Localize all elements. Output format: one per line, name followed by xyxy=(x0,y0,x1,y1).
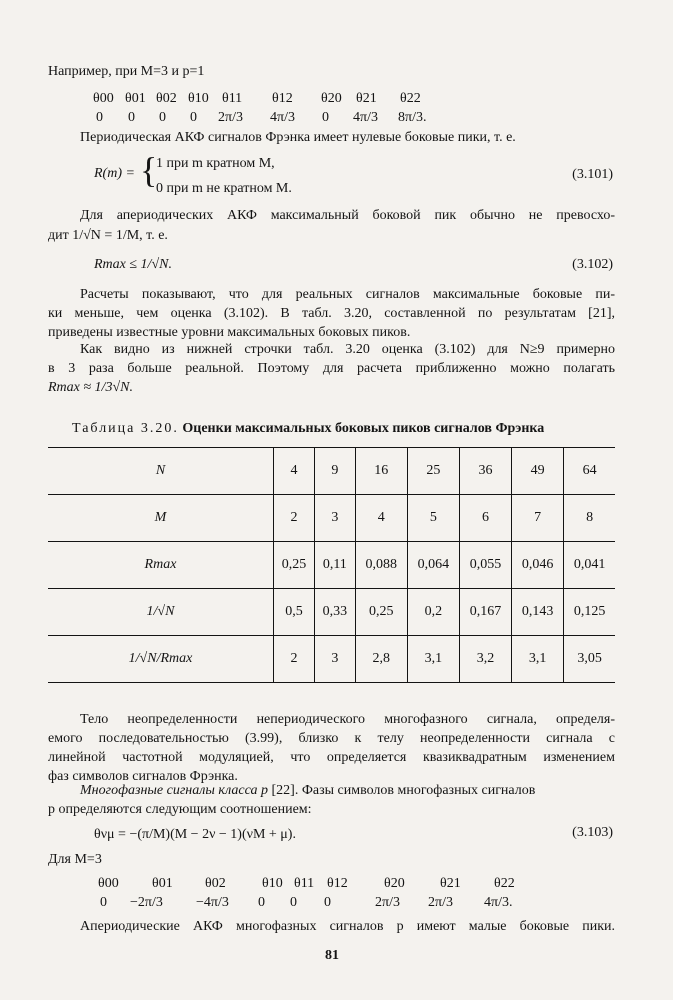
table-cell: 0,041 xyxy=(564,542,615,589)
table-row xyxy=(48,495,615,542)
theta-symbol: θ11 xyxy=(294,876,315,891)
theta-value: −4π/3 xyxy=(196,895,229,910)
page-number: 81 xyxy=(325,948,339,963)
theta-value: −2π/3 xyxy=(130,895,163,910)
theta-value: 0 xyxy=(159,110,166,125)
table-cell: 0,088 xyxy=(355,542,407,589)
intro-line: Например, при M=3 и p=1 xyxy=(48,64,205,79)
table-cell: 7 xyxy=(512,495,564,542)
table-caption-label: Таблица 3.20. xyxy=(72,421,179,436)
table-cell: 0,25 xyxy=(274,542,315,589)
theta-value: 0 xyxy=(258,895,265,910)
table-cell: 36 xyxy=(459,448,511,495)
table-cell: 16 xyxy=(355,448,407,495)
row-header: 1/√N/Rmax xyxy=(48,636,274,683)
table-cell: 0,33 xyxy=(314,589,355,636)
table-cell: 8 xyxy=(564,495,615,542)
row-header: N xyxy=(155,463,166,478)
equation-expr: θνμ = −(π/M)(M − 2ν − 1)(νM + μ). xyxy=(94,827,296,842)
table-cell: 3 xyxy=(314,495,355,542)
table-cell: 0,143 xyxy=(512,589,564,636)
for-m3-label: Для M=3 xyxy=(48,852,102,867)
theta-symbol: θ02 xyxy=(156,91,177,106)
theta-symbol: θ01 xyxy=(125,91,146,106)
row-header: 1/√N xyxy=(48,589,274,636)
table-cell: 25 xyxy=(407,448,459,495)
theta-symbol: θ12 xyxy=(272,91,293,106)
table-caption xyxy=(72,420,544,438)
table-caption-title: Оценки максимальных боковых пиков сигналов Фрэнка xyxy=(182,421,545,436)
theta-value: 0 xyxy=(324,895,331,910)
theta-symbol: θ10 xyxy=(262,876,283,891)
paragraph-estimate-line: Как видно из нижней строчки табл. 3.20 оценка (3.102) для N≥9 примерно xyxy=(80,342,615,357)
paragraph-aperiodic-p: Апериодические АКФ многофазных сигналов p имеют малые боковые пики. xyxy=(80,919,615,934)
equation-lhs: R(m) = xyxy=(94,166,135,181)
table-cell: 0,11 xyxy=(314,542,355,589)
table-row xyxy=(48,448,615,495)
table-cell: 4 xyxy=(355,495,407,542)
table-cell: 2 xyxy=(274,636,315,683)
table-cell: 0,055 xyxy=(459,542,511,589)
table-cell: 3 xyxy=(314,636,355,683)
table-cell: 2,8 xyxy=(355,636,407,683)
table-cell: 3,05 xyxy=(564,636,615,683)
paragraph-class-p-line: p определяются следующим соотношением: xyxy=(48,802,312,817)
equation-number: (3.102) xyxy=(572,257,613,272)
table-row xyxy=(48,542,615,589)
equation-case: 1 при m кратном M, xyxy=(156,156,275,171)
table-cell: 64 xyxy=(564,448,615,495)
equation-case: 0 при m не кратном M. xyxy=(156,181,292,196)
paragraph-aperiodic-line: дит 1/√N = 1/M, т. е. xyxy=(48,228,168,243)
theta-value: 0 xyxy=(96,110,103,125)
equation-number: (3.103) xyxy=(572,825,613,840)
brace-icon: { xyxy=(140,150,158,190)
theta-value: 0 xyxy=(128,110,135,125)
table-cell: 49 xyxy=(512,448,564,495)
theta-value: 4π/3. xyxy=(484,895,513,910)
theta-value: 2π/3 xyxy=(218,110,243,125)
table-cell: 0,25 xyxy=(355,589,407,636)
theta-value: 0 xyxy=(290,895,297,910)
table-cell: 3,1 xyxy=(407,636,459,683)
table-cell: 4 xyxy=(274,448,315,495)
table-cell: 0,167 xyxy=(459,589,511,636)
paragraph-ambiguity-line: фаз символов сигналов Фрэнка. xyxy=(48,769,238,784)
table-cell: 0,2 xyxy=(407,589,459,636)
theta-symbol: θ11 xyxy=(222,91,243,106)
theta-symbol: θ21 xyxy=(356,91,377,106)
table-cell: 0,046 xyxy=(512,542,564,589)
theta-value: 4π/3 xyxy=(353,110,378,125)
class-p-italic: Многофазные сигналы класса p xyxy=(80,783,268,798)
paragraph-ambiguity-line: Тело неопределенности непериодического многофазного сигнала, определя- xyxy=(80,712,615,727)
paragraph-periodic-acf: Периодическая АКФ сигналов Фрэнка имеет нулевые боковые пики, т. е. xyxy=(80,130,516,145)
table-cell: 2 xyxy=(274,495,315,542)
table-cell: 3,2 xyxy=(459,636,511,683)
theta-value: 2π/3 xyxy=(375,895,400,910)
theta-symbol: θ20 xyxy=(321,91,342,106)
theta-value: 4π/3 xyxy=(270,110,295,125)
table-cell: 9 xyxy=(314,448,355,495)
paragraph-ambiguity-line: линейной частотной модуляцией, что определяется квазиквадратным изменением xyxy=(48,750,615,765)
table-3-20 xyxy=(48,447,615,683)
paragraph-calc-line: приведены известные уровни максимальных боковых пиков. xyxy=(48,325,411,340)
table-row xyxy=(48,636,615,683)
paragraph-aperiodic-line: Для апериодических АКФ максимальный боковой пик обычно не превосхо- xyxy=(80,208,615,223)
theta-symbol: θ00 xyxy=(98,876,119,891)
theta-symbol: θ10 xyxy=(188,91,209,106)
theta-value: 0 xyxy=(322,110,329,125)
theta-symbol: θ12 xyxy=(327,876,348,891)
table-cell: 0,064 xyxy=(407,542,459,589)
theta-symbol: θ21 xyxy=(440,876,461,891)
theta-value: 8π/3. xyxy=(398,110,427,125)
paragraph-ambiguity-line: емого последовательностью (3.99), близко к телу неопределенности сигнала с xyxy=(48,731,615,746)
theta-value: 2π/3 xyxy=(428,895,453,910)
theta-value: 0 xyxy=(190,110,197,125)
equation-expr: Rmax ≤ 1/√N. xyxy=(94,257,172,272)
paragraph-class-p-line xyxy=(80,782,615,800)
table-cell: 6 xyxy=(459,495,511,542)
theta-symbol: θ01 xyxy=(152,876,173,891)
table-cell: 0,5 xyxy=(274,589,315,636)
theta-symbol: θ02 xyxy=(205,876,226,891)
paragraph-calc-line: ки меньше, чем оценка (3.102). В табл. 3.20, составленной по результатам [21], xyxy=(48,306,615,321)
paragraph-estimate-line: в 3 раза больше реальной. Поэтому для расчета приближенно можно полагать xyxy=(48,361,615,376)
table-cell: 0,125 xyxy=(564,589,615,636)
paragraph-calc-line: Расчеты показывают, что для реальных сигналов максимальные боковые пи- xyxy=(80,287,615,302)
class-p-rest: [22]. Фазы символов многофазных сигналов xyxy=(268,783,536,798)
theta-symbol: θ22 xyxy=(494,876,515,891)
table-cell: 3,1 xyxy=(512,636,564,683)
table-cell: 5 xyxy=(407,495,459,542)
theta-value: 0 xyxy=(100,895,107,910)
theta-symbol: θ20 xyxy=(384,876,405,891)
theta-symbol: θ00 xyxy=(93,91,114,106)
row-header: M xyxy=(48,495,274,542)
table-row xyxy=(48,589,615,636)
paragraph-estimate-line: Rmax ≈ 1/3√N. xyxy=(48,380,133,395)
equation-number: (3.101) xyxy=(572,167,613,182)
row-header: Rmax xyxy=(48,542,274,589)
theta-symbol: θ22 xyxy=(400,91,421,106)
